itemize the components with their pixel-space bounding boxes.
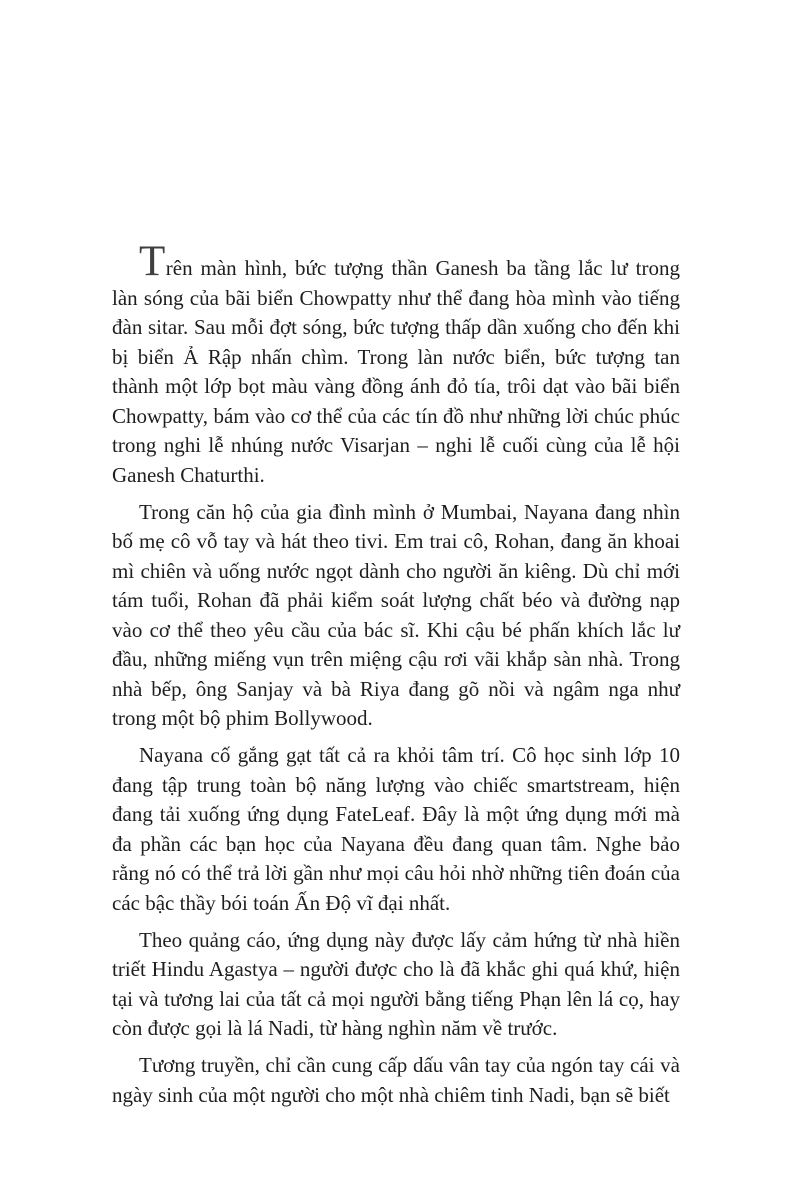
- paragraph-1: [112, 238, 680, 490]
- paragraph-1-text: rên màn hình, bức tượng thần Ganesh ba tầng lắc lư trong làn sóng của bãi biển Chowpatty như thể đang hòa mình vào tiếng đàn sitar. Sau mỗi đợt sóng, bức tượng thấp dần xuống cho đến khi bị biển Ả Rập nhấn chìm. Trong làn nước biển, bức tượng tan thành một lớp bọt màu vàng đồng ánh đỏ tía, trôi dạt vào bãi biển Chowpatty, bám vào cơ thể của các tín đồ như những lời chúc phúc trong nghi lễ nhúng nước Visarjan – nghi lễ cuối cùng của lễ hội Ganesh Chaturthi.: [112, 256, 680, 487]
- paragraph-3: Nayana cố gắng gạt tất cả ra khỏi tâm trí. Cô học sinh lớp 10 đang tập trung toàn bộ năng lượng vào chiếc smartstream, hiện đang tải xuống ứng dụng FateLeaf. Đây là một ứng dụng mới mà đa phần các bạn học của Nayana đều đang quan tâm. Nghe bảo rằng nó có thể trả lời gần như mọi câu hỏi nhờ những tiên đoán của các bậc thầy bói toán Ấn Độ vĩ đại nhất.: [112, 743, 680, 915]
- paragraph-5: Tương truyền, chỉ cần cung cấp dấu vân tay của ngón tay cái và ngày sinh của một người cho một nhà chiêm tinh Nadi, bạn sẽ biết: [112, 1053, 680, 1107]
- paragraph-4: Theo quảng cáo, ứng dụng này được lấy cảm hứng từ nhà hiền triết Hindu Agastya – người được cho là đã khắc ghi quá khứ, hiện tại và tương lai của tất cả mọi người bằng tiếng Phạn lên lá cọ, hay còn được gọi là lá Nadi, từ hàng nghìn năm về trước.: [112, 927, 680, 1040]
- drop-cap: T: [139, 238, 166, 285]
- text-block: [112, 238, 680, 1118]
- paragraph-2: Trong căn hộ của gia đình mình ở Mumbai, Nayana đang nhìn bố mẹ cô vỗ tay và hát theo tivi. Em trai cô, Rohan, đang ăn khoai mì chiên và uống nước ngọt dành cho người ăn kiêng. Dù chỉ mới tám tuổi, Rohan đã phải kiểm soát lượng chất béo và đường nạp vào cơ thể theo yêu cầu của bác sĩ. Khi cậu bé phấn khích lắc lư đầu, những miếng vụn trên miệng cậu rơi vãi khắp sàn nhà. Trong nhà bếp, ông Sanjay và bà Riya đang gõ nồi và ngâm nga như trong một bộ phim Bollywood.: [112, 499, 680, 730]
